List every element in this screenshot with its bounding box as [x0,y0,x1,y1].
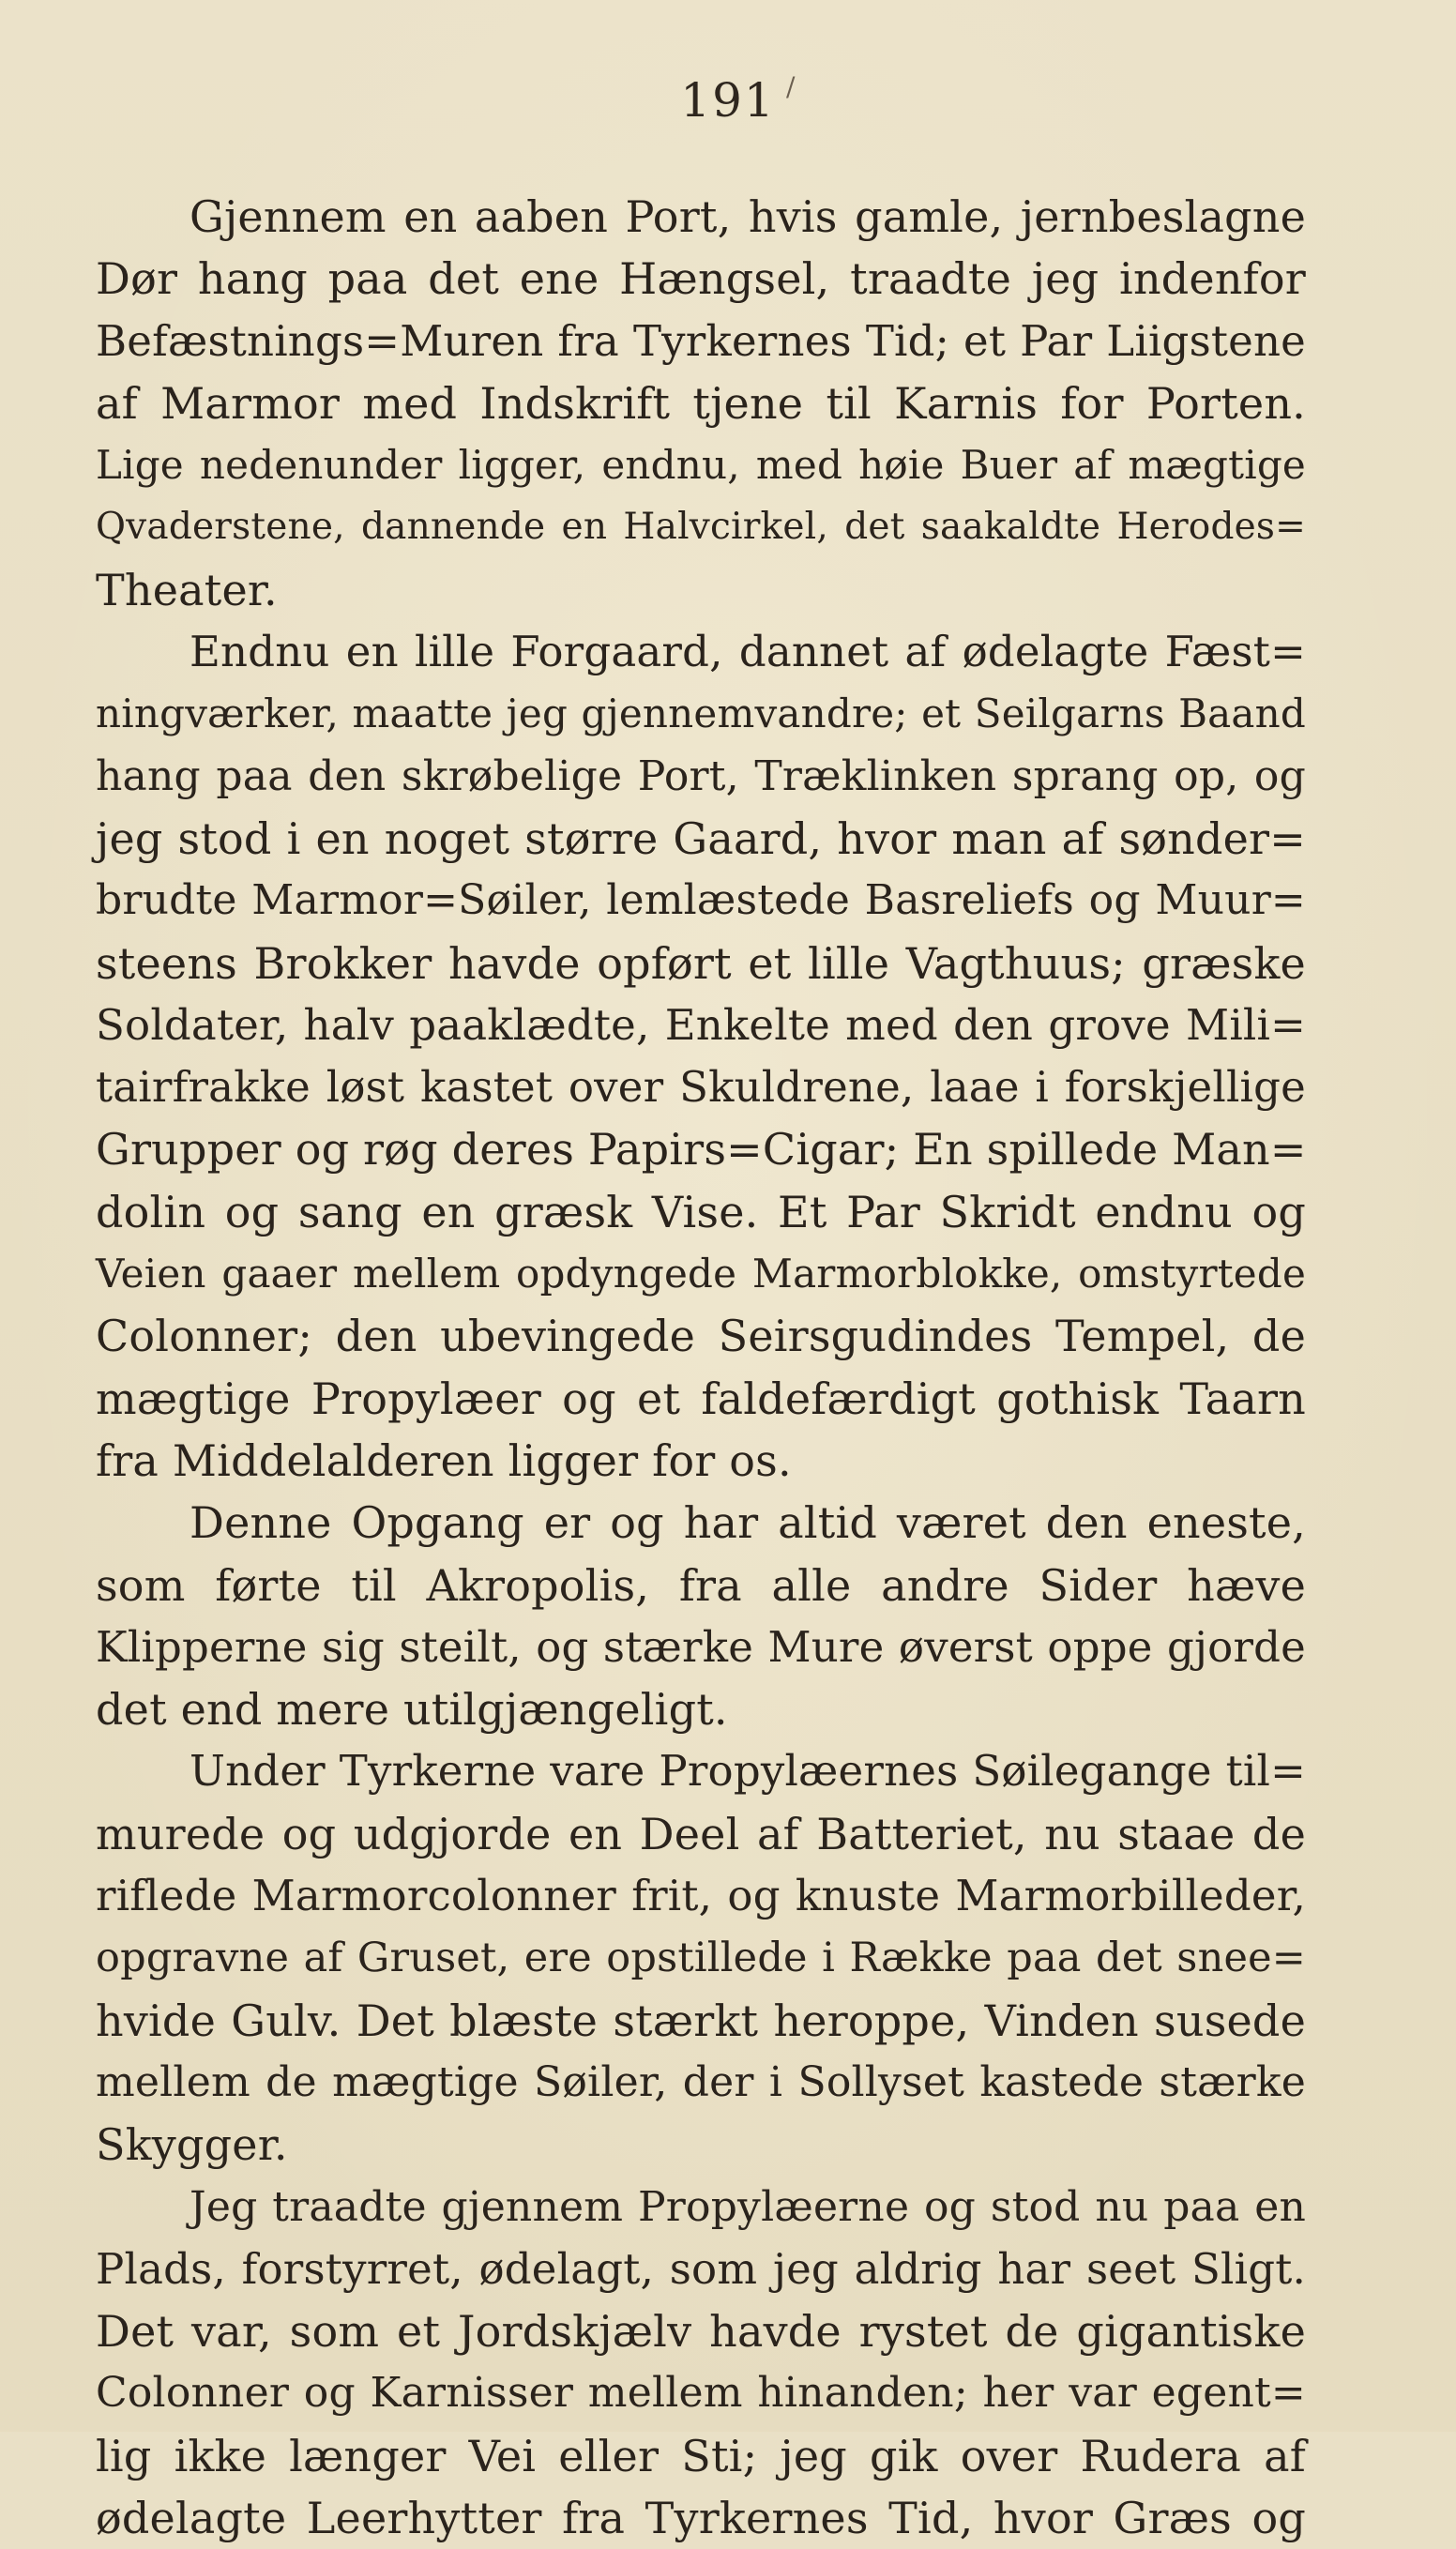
text-line: tairfrakke løst kastet over Skuldrene, laae i forskjellige [96,1062,1306,1113]
text-line: brudte Marmor=Søiler, lemlæstede Basreliefs og Muur= [96,876,1306,925]
text-line: Jeg traadte gjennem Propylæerne og stod nu paa en [190,2182,1306,2231]
text-line: jeg stod i en noget større Gaard, hvor man af sønder= [96,812,1306,864]
text-line: Det var, som et Jordskjælv havde rystet de gigantiske [96,2306,1306,2358]
text-line: Qvaderstene, dannende en Halvcirkel, det saakaldte Herodes= [96,506,1306,549]
text-line: hvide Gulv. Det blæste stærkt heroppe, Vinden susede [96,1995,1306,2046]
text-line: Denne Opgang er og har altid været den eneste, [190,1497,1306,1549]
text-line: opgravne af Gruset, ere opstillede i Række paa det snee= [96,1935,1306,1982]
text-line: Under Tyrkerne vare Propylæernes Søilegange til= [190,1746,1306,1797]
text-line: lig ikke længer Vei eller Sti; jeg gik over Rudera af [96,2430,1306,2481]
text-line: Lige nedenunder ligger, endnu, med høie Buer af mægtige [96,442,1306,489]
body-text [96,186,1306,2549]
text-line: Gjennem en aaben Port, hvis gamle, jernbeslagne [190,191,1306,242]
text-line: af Marmor med Indskrift tjene til Karnis for Porten. [96,377,1306,429]
pencil-mark: / [786,71,796,102]
text-line: dolin og sang en græsk Vise. Et Par Skridt endnu og [96,1186,1306,1237]
text-line: Veien gaaer mellem opdyngede Marmorblokke, omstyrtede [96,1251,1306,1297]
text-line: Soldater, halv paaklædte, Enkelte med den grove Mili= [96,999,1306,1050]
text-line: Endnu en lille Forgaard, dannet af ødelagte Fæst= [190,627,1306,677]
text-line: Skygger. [96,2119,288,2171]
text-line: Colonner; den ubevingede Seirsgudindes Tempel, de [96,1311,1306,1362]
text-line: Plads, forstyrret, ødelagt, som jeg aldrig har seet Sligt. [96,2243,1306,2294]
text-line: Befæstnings=Muren fra Tyrkernes Tid; et Par Liigstene [96,315,1306,366]
text-line: Colonner og Karnisser mellem hinanden; her var egent= [96,2369,1306,2418]
text-line: mægtige Propylæer og et faldefærdigt gothisk Taarn [96,1373,1306,1424]
text-line: ningværker, maatte jeg gjennemvandre; et Seilgarns Baand [96,690,1306,737]
text-line: mellem de mægtige Søiler, der i Sollyset kastede stærke [96,2057,1306,2106]
text-line: steens Brokker havde opført et lille Vagthuus; græske [96,937,1306,989]
text-line: riflede Marmorcolonner frit, og knuste Marmorbilleder, [96,1871,1306,1921]
text-line: murede og udgjorde en Deel af Batteriet, nu staae de [96,1808,1306,1859]
page-number: 191 [680,73,776,128]
text-line: Grupper og røg deres Papirs=Cigar; En spillede Man= [96,1124,1307,1176]
text-line: Klipperne sig steilt, og stærke Mure øverst oppe gjorde [96,1621,1306,1672]
text-line: ødelagte Leerhytter fra Tyrkernes Tid, hvor Græs og [96,2492,1306,2543]
text-line: som førte til Akropolis, fra alle andre Sider hæve [96,1559,1306,1611]
text-line: hang paa den skrøbelige Port, Træklinken sprang op, og [96,751,1306,800]
text-line: det end mere utilgjængeligt. [96,1684,728,1736]
text-line: Dør hang paa det ene Hængsel, traadte jeg indenfor [96,253,1306,305]
text-line: fra Middelalderen ligger for os. [96,1434,792,1486]
text-line: Theater. [96,564,278,615]
